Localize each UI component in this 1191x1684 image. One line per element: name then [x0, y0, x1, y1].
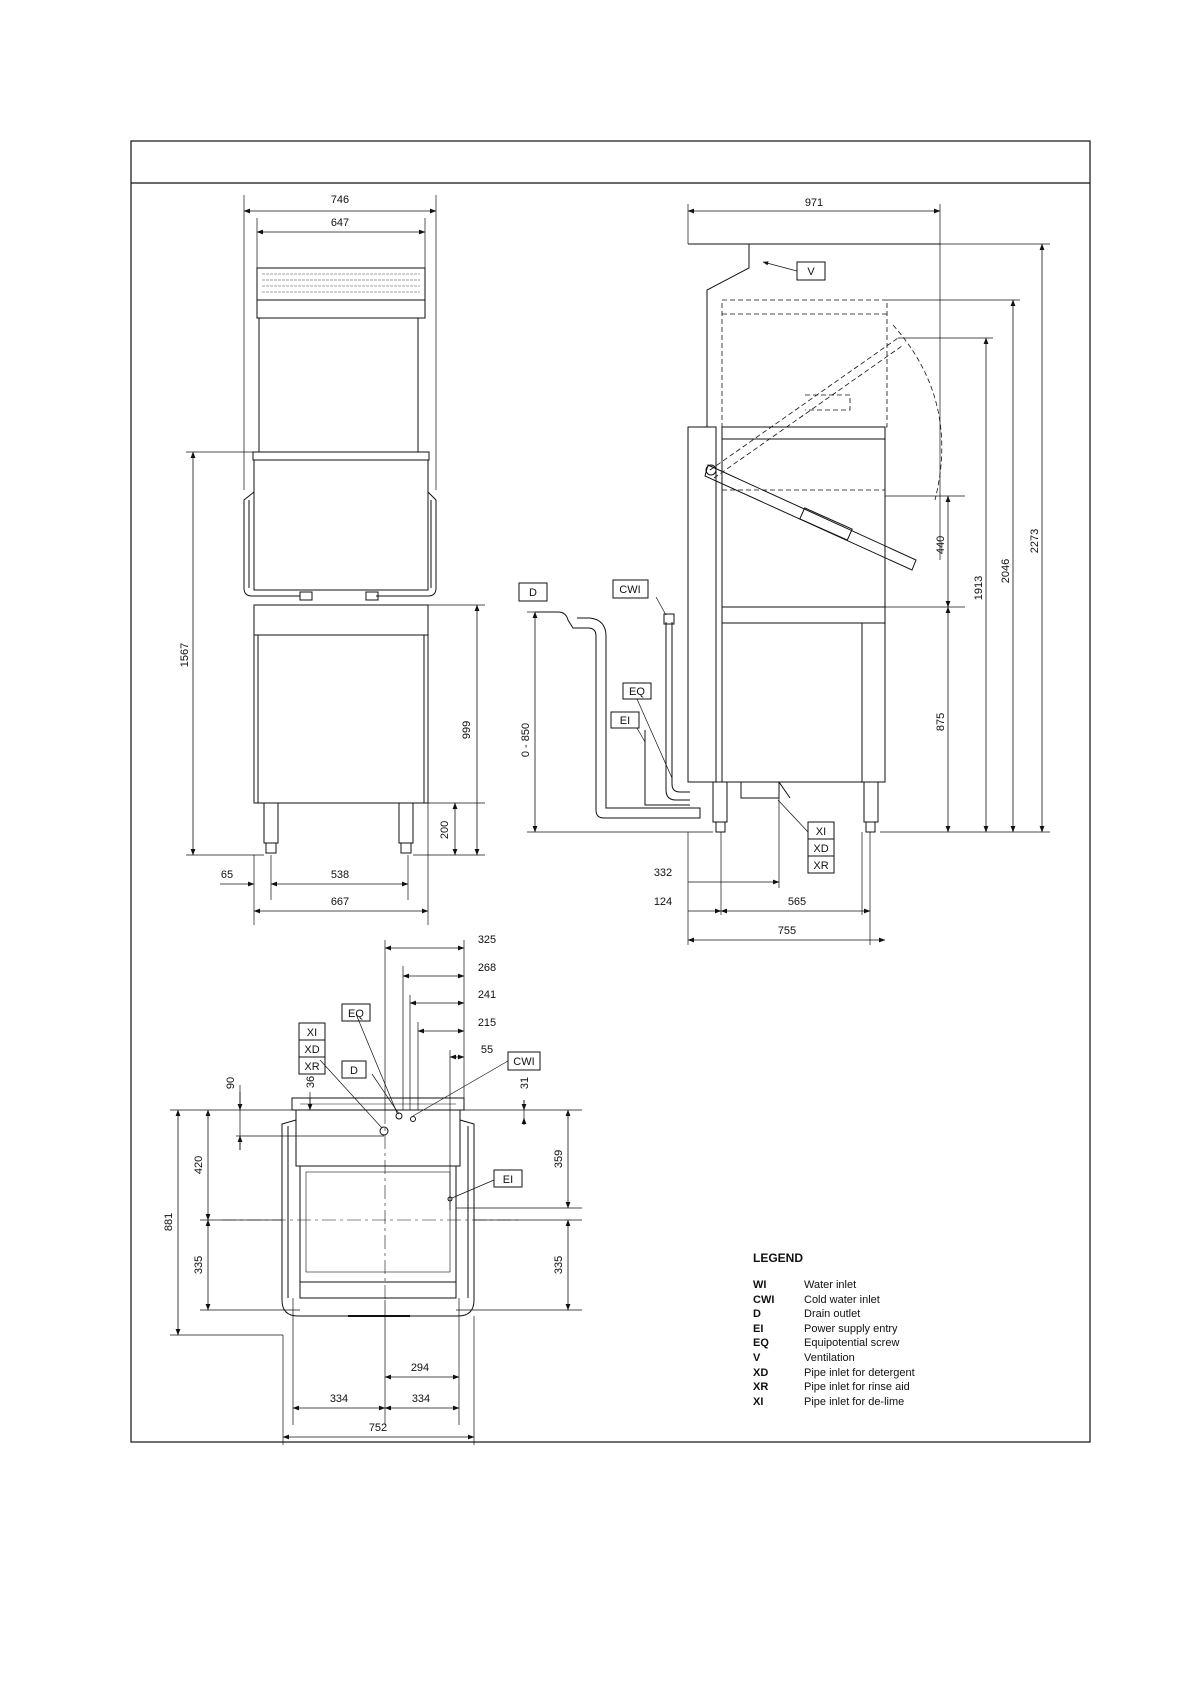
- dim-plan-241: 241: [477, 989, 497, 1001]
- legend-description: Pipe inlet for rinse aid: [804, 1381, 910, 1394]
- dim-side-440: 440: [935, 535, 947, 555]
- legend-code: D: [753, 1308, 761, 1321]
- legend-row: [753, 1278, 1013, 1293]
- tag-drain-outlet: D: [529, 587, 537, 599]
- dim-front-647: 647: [330, 217, 350, 229]
- legend-code: WI: [753, 1279, 767, 1291]
- legend-code: XI: [753, 1395, 764, 1408]
- tag-plan-drain-outlet: D: [350, 1065, 358, 1077]
- dim-side-1913: 1913: [973, 575, 985, 601]
- dim-plan-420: 420: [193, 1155, 205, 1175]
- drawing-frame: [131, 141, 1090, 1442]
- tag-power-supply-entry: EI: [619, 715, 631, 727]
- dim-plan-752: 752: [368, 1422, 388, 1434]
- legend-description: Drain outlet: [804, 1308, 861, 1321]
- dim-front-746: 746: [330, 194, 350, 206]
- plan-view-dimensions: [163, 934, 565, 1434]
- tag-ventilation: V: [807, 266, 815, 278]
- legend-description: Pipe inlet for de-lime: [804, 1395, 905, 1408]
- legend: [753, 1251, 1013, 1409]
- dim-plan-335-left: 335: [193, 1255, 205, 1275]
- tag-detergent-inlet: XD: [813, 843, 829, 855]
- legend-row: [753, 1351, 1013, 1366]
- dim-side-755: 755: [777, 925, 797, 937]
- legend-description: Water inlet: [804, 1279, 857, 1291]
- dim-plan-268: 268: [477, 962, 497, 974]
- dim-plan-334-right: 334: [411, 1393, 431, 1405]
- legend-description: Power supply entry: [804, 1322, 898, 1335]
- legend-code: EQ: [753, 1337, 769, 1350]
- legend-row: [753, 1293, 1013, 1308]
- tag-plan-rinse-aid-inlet: XR: [304, 1061, 320, 1073]
- dim-plan-294: 294: [410, 1362, 430, 1374]
- dim-front-667: 667: [330, 896, 350, 908]
- legend-description: Pipe inlet for detergent: [804, 1366, 915, 1379]
- tag-plan-delime-inlet: XI: [306, 1027, 318, 1039]
- legend-row: [753, 1366, 1013, 1381]
- legend-description: Cold water inlet: [804, 1293, 880, 1306]
- dim-front-1567: 1567: [179, 642, 191, 668]
- dim-side-2273: 2273: [1029, 528, 1041, 554]
- legend-row: [753, 1380, 1013, 1395]
- legend-code: CWI: [753, 1293, 775, 1306]
- dim-plan-881: 881: [163, 1212, 175, 1232]
- front-view-dimensions: [179, 194, 473, 908]
- legend-code: V: [753, 1351, 761, 1364]
- tag-delime-inlet: XI: [815, 826, 827, 838]
- dim-side-875: 875: [935, 712, 947, 732]
- dim-plan-90: 90: [225, 1076, 237, 1090]
- dim-plan-215: 215: [477, 1017, 497, 1029]
- tag-plan-equipotential-screw: EQ: [348, 1008, 364, 1020]
- dim-plan-31: 31: [519, 1076, 531, 1090]
- dim-plan-334-left: 334: [329, 1393, 349, 1405]
- dim-plan-325: 325: [477, 934, 497, 946]
- dim-side-124: 124: [653, 896, 673, 908]
- legend-row: [753, 1395, 1013, 1410]
- dim-front-538: 538: [330, 869, 350, 881]
- legend-title: LEGEND: [753, 1251, 804, 1265]
- dim-front-65: 65: [220, 869, 234, 881]
- tag-plan-power-supply-entry: EI: [502, 1174, 514, 1186]
- dim-side-0-850: 0 - 850: [520, 722, 532, 758]
- tag-equipotential-screw: EQ: [629, 686, 645, 698]
- legend-code: EI: [753, 1322, 764, 1335]
- legend-row: [753, 1336, 1013, 1351]
- front-view: [186, 195, 485, 925]
- legend-row: [753, 1322, 1013, 1337]
- dim-plan-335-right: 335: [553, 1255, 565, 1275]
- dim-plan-55: 55: [480, 1044, 494, 1056]
- tag-plan-detergent-inlet: XD: [304, 1044, 320, 1056]
- dim-plan-36: 36: [305, 1075, 317, 1089]
- legend-code: XD: [753, 1366, 769, 1379]
- plan-view: [170, 940, 582, 1445]
- side-view: [519, 204, 1050, 945]
- dim-side-2046: 2046: [1000, 558, 1012, 584]
- dim-front-200: 200: [439, 820, 451, 840]
- legend-row: [753, 1307, 1013, 1322]
- tag-cold-water-inlet: CWI: [619, 584, 641, 596]
- tag-rinse-aid-inlet: XR: [813, 860, 829, 872]
- legend-code: XR: [753, 1381, 769, 1394]
- side-view-dimensions: [520, 197, 1041, 937]
- dim-plan-359: 359: [553, 1149, 565, 1169]
- dim-front-999: 999: [461, 720, 473, 740]
- legend-description: Equipotential screw: [804, 1337, 900, 1350]
- legend-description: Ventilation: [804, 1351, 855, 1364]
- dim-side-565: 565: [787, 896, 807, 908]
- dim-side-971: 971: [804, 197, 824, 209]
- dim-side-332: 332: [653, 867, 673, 879]
- tag-plan-cold-water-inlet: CWI: [513, 1056, 535, 1068]
